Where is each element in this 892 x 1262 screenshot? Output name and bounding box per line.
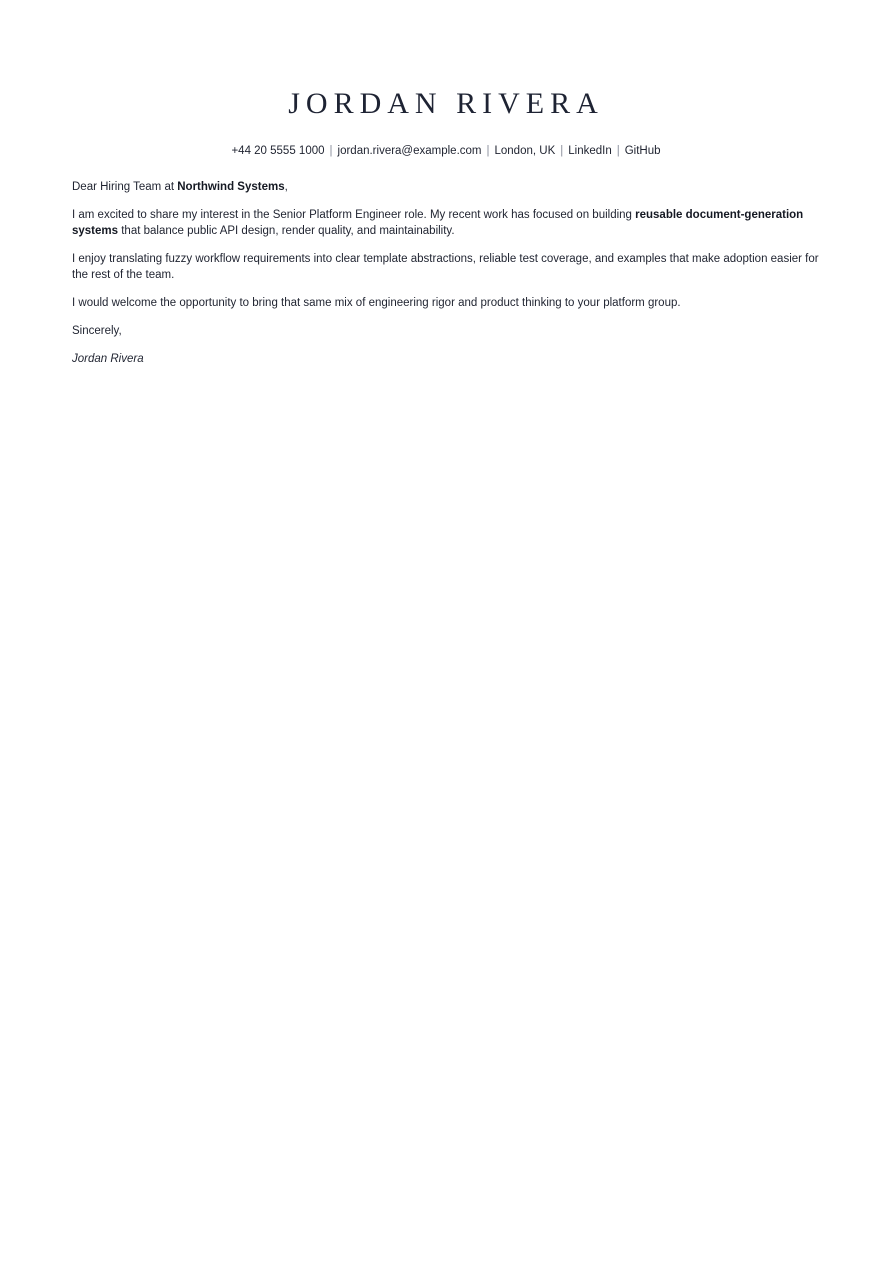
applicant-name: JORDAN RIVERA <box>288 87 604 120</box>
paragraph-intro-suffix: that balance public API design, render quality, and maintainability. <box>118 225 455 237</box>
paragraph-intro-prefix: I am excited to share my interest in the Senior Platform Engineer role. My recent work has focused on building <box>72 209 636 221</box>
contact-location: London, UK <box>494 145 556 157</box>
company-name: Northwind Systems <box>177 181 285 193</box>
contact-separator: | <box>616 145 620 157</box>
greeting <box>72 179 824 195</box>
paragraph-closing-statement: I would welcome the opportunity to bring that same mix of engineering rigor and product thinking to your platform group. <box>72 297 681 309</box>
github-link[interactable]: GitHub <box>624 145 661 157</box>
contact-email[interactable]: jordan.rivera@example.com <box>337 145 482 157</box>
contact-separator: | <box>329 145 333 157</box>
linkedin-link[interactable]: LinkedIn <box>568 145 612 157</box>
paragraph-intro <box>72 207 824 239</box>
paragraph-intro-highlight: reusable document-generation systems <box>72 209 804 237</box>
signature: Jordan Rivera <box>72 353 144 365</box>
contact-line <box>0 143 892 159</box>
greeting-prefix: Dear Hiring Team at <box>72 181 178 193</box>
paragraph-experience: I enjoy translating fuzzy workflow requirements into clear template abstractions, reliable test coverage, and examples that make adoption easier for the rest of the team. <box>72 253 819 281</box>
contact-separator: | <box>486 145 490 157</box>
closing-salutation: Sincerely, <box>72 325 122 337</box>
contact-separator: | <box>560 145 564 157</box>
greeting-suffix: , <box>284 181 288 193</box>
letter-body <box>72 179 824 379</box>
contact-phone: +44 20 5555 1000 <box>231 145 325 157</box>
